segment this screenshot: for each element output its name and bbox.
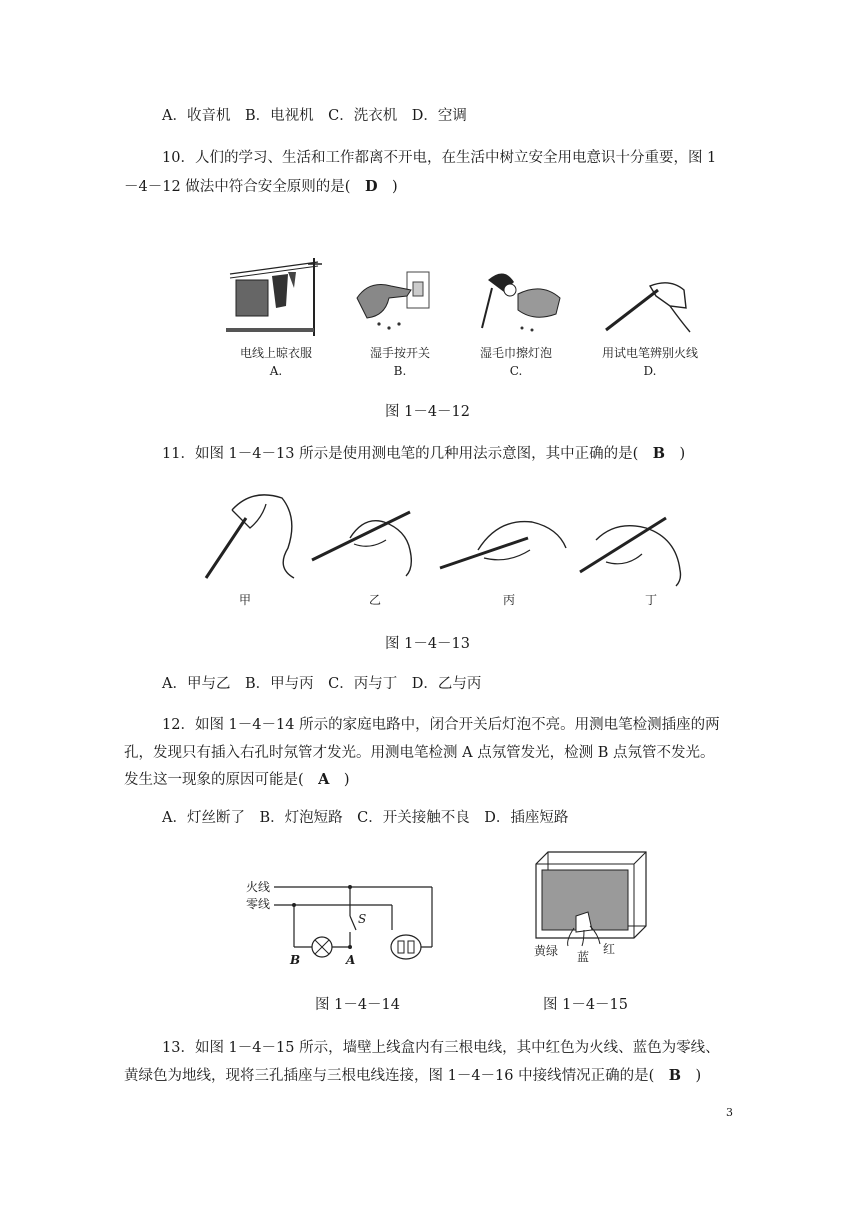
q12-stem-line3: 发生这一现象的原因可能是( A )	[124, 771, 350, 788]
picture-label-c: 湿毛巾擦灯泡	[479, 346, 552, 360]
label-neutral-wire: 零线	[246, 897, 271, 911]
picture-wet-towel-bulb	[474, 264, 566, 338]
picture-test-pen-live-wire	[600, 276, 692, 336]
label-red-wire: 红	[603, 942, 616, 956]
picture-letter-a: A.	[269, 364, 283, 378]
picture-pen-grip-ding	[576, 510, 686, 586]
label-green-yellow-wire: 黄绿	[534, 944, 559, 958]
picture-pen-grip-jia	[202, 488, 298, 580]
picture-label-b: 湿手按开关	[369, 346, 430, 360]
q11-options: A．甲与乙 B．甲与丙 C．丙与丁 D．乙与丙	[162, 676, 482, 692]
label-switch-s: S	[358, 912, 367, 926]
figure-caption-1-4-12: 图 1－4－12	[385, 404, 471, 420]
figure-caption-1-4-13: 图 1－4－13	[385, 636, 471, 652]
q13-stem-line1: 13．如图 1－4－15 所示，墙壁上线盒内有三根电线，其中红色为火线、蓝色为零线、	[162, 1040, 720, 1056]
q10-answer: D	[364, 178, 378, 195]
label-live-wire: 火线	[246, 880, 271, 894]
picture-label-a: 电线上晾衣服	[239, 346, 312, 360]
wall-box-diagram	[532, 850, 648, 946]
picture-letter-d: D.	[643, 364, 657, 378]
page-number: 3	[726, 1106, 733, 1119]
q13-stem-line2: 黄绿色为地线，现将三孔插座与三根电线连接，图 1－4－16 中接线情况正确的是( B )	[124, 1067, 702, 1084]
q12-answer: A	[318, 771, 330, 788]
picture-wet-hand-switch	[355, 268, 435, 336]
picture-label-d: 用试电笔辨别火线	[601, 346, 698, 360]
figure-caption-1-4-15: 图 1－4－15	[543, 997, 629, 1013]
picture-letter-b: B.	[393, 364, 407, 378]
label-point-b: B	[290, 953, 301, 967]
q12-stem-line2: 孔，发现只有插入右孔时氖管才发光。用测电笔检测 A 点氖管发光，检测 B 点氖管不发光。	[124, 745, 715, 761]
picture-label-jia: 甲	[238, 593, 251, 607]
picture-pen-grip-yi	[310, 500, 420, 576]
circuit-diagram	[270, 880, 440, 960]
picture-label-ding: 丁	[644, 593, 657, 607]
q12-options: A．灯丝断了 B．灯泡短路 C．开关接触不良 D．插座短路	[162, 810, 569, 826]
figure-caption-1-4-14: 图 1－4－14	[315, 997, 401, 1013]
label-blue-wire: 蓝	[577, 950, 590, 964]
picture-clothes-on-wire	[226, 258, 326, 338]
q12-stem-line1: 12．如图 1－4－14 所示的家庭电路中，闭合开关后灯泡不亮。用测电笔检测插座的两	[162, 717, 720, 733]
q10-stem-line2: －4－12 做法中符合安全原则的是( D )	[124, 178, 398, 195]
picture-pen-grip-bing	[438, 508, 568, 578]
q10-stem-line1: 10．人们的学习、生活和工作都离不开电，在生活中树立安全用电意识十分重要，图 1	[162, 150, 717, 166]
picture-letter-c: C.	[509, 364, 523, 378]
picture-label-yi: 乙	[368, 593, 381, 607]
picture-label-bing: 丙	[502, 593, 515, 607]
q11-answer: B	[652, 445, 665, 462]
label-point-a: A	[346, 953, 356, 967]
q13-answer: B	[668, 1067, 682, 1084]
q9-options: A．收音机 B．电视机 C．洗衣机 D．空调	[162, 108, 467, 124]
q11-stem: 11．如图 1－4－13 所示是使用测电笔的几种用法示意图，其中正确的是( B )	[162, 445, 686, 462]
